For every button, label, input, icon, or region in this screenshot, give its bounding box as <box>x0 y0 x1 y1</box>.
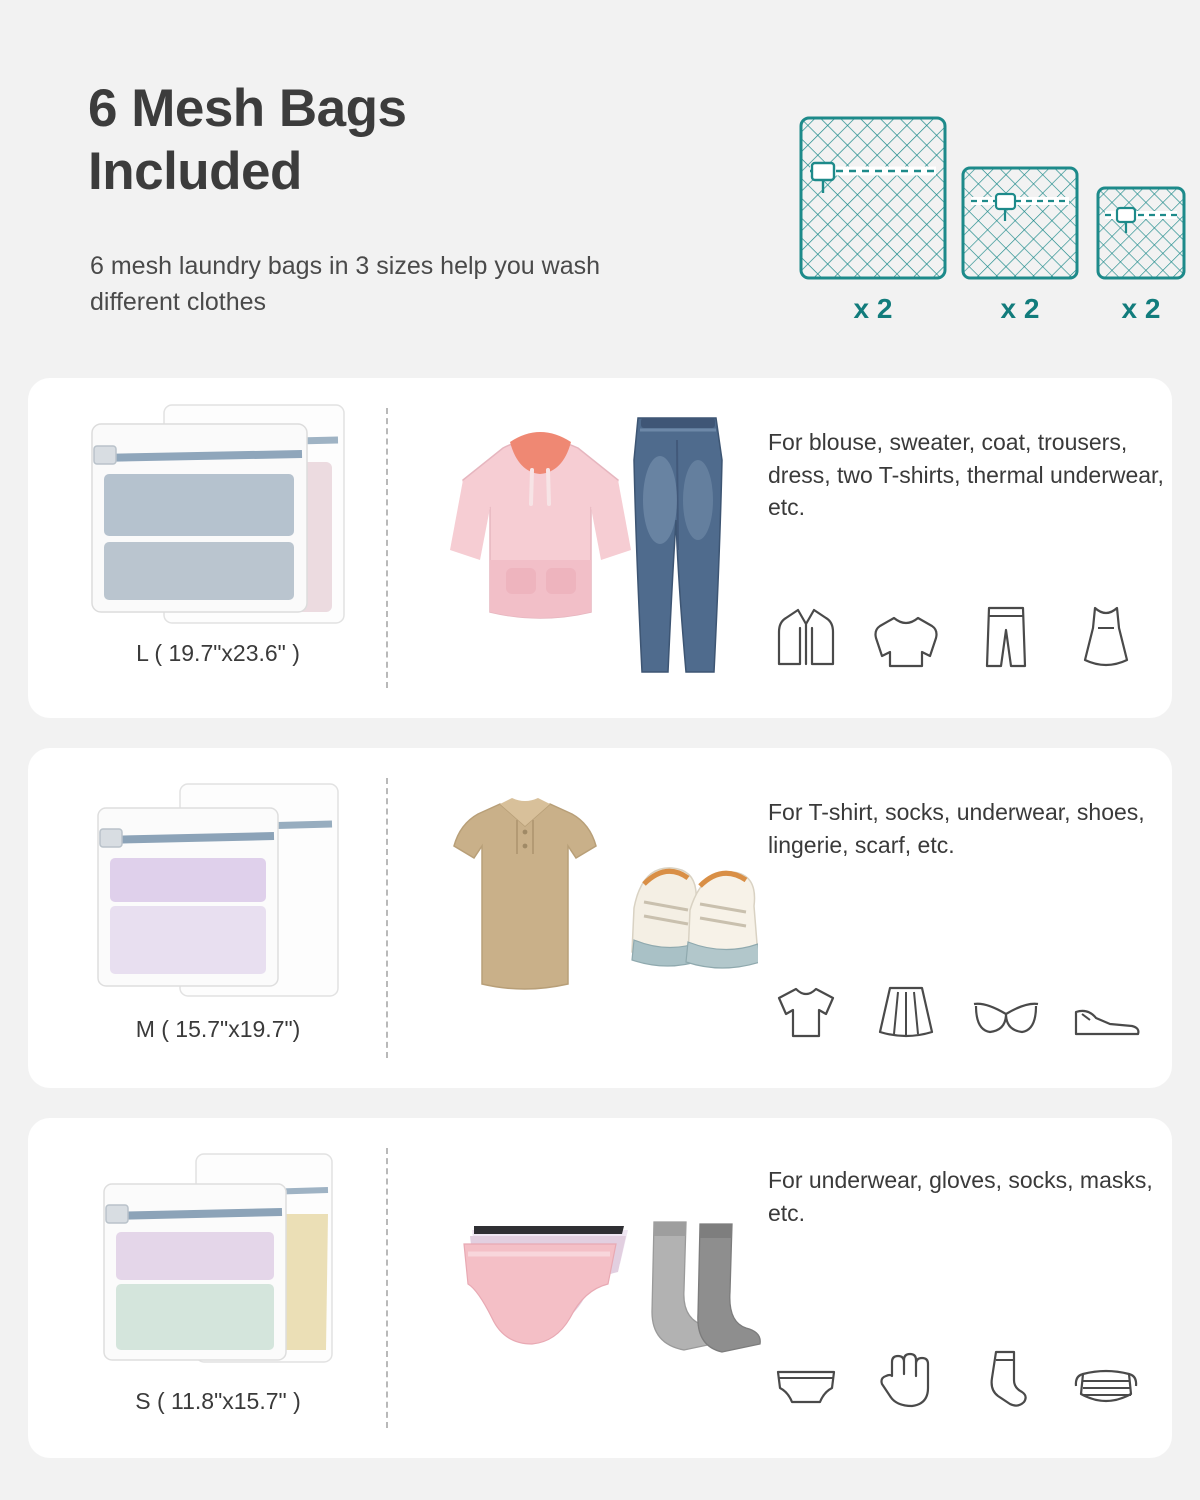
pink-hoodie-and-jeans-photo <box>428 400 748 690</box>
size-label-medium: M ( 15.7"x19.7") <box>135 1016 301 1042</box>
glove-icon <box>868 1340 944 1410</box>
medium-mesh-bags-photo <box>80 774 380 1004</box>
card-description-medium: For T-shirt, socks, underwear, shoes, lingerie, scarf, etc. <box>768 799 1145 858</box>
small-mesh-bags-photo <box>86 1146 386 1378</box>
bag-diagram-group <box>780 100 1180 340</box>
header <box>0 0 1200 370</box>
mask-icon <box>1068 1340 1144 1410</box>
card-divider <box>386 408 388 688</box>
icon-row-small <box>768 1330 1168 1410</box>
card-description-large: For blouse, sweater, coat, trousers, dress, two T-shirts, thermal underwear, etc. <box>768 429 1164 521</box>
tshirt-icon <box>768 970 844 1040</box>
size-label-small: S ( 11.8"x15.7" ) <box>135 1388 301 1414</box>
card-divider <box>386 1148 388 1428</box>
polo-shirt-and-sneakers-photo <box>438 780 758 1042</box>
size-card-large <box>28 378 1172 718</box>
large-bag-quantity: x 2 <box>853 293 893 324</box>
underwear-and-socks-photo <box>448 1208 768 1358</box>
small-mesh-bag-diagram <box>1095 185 1187 324</box>
trousers-icon <box>968 600 1044 670</box>
page-subtitle: 6 mesh laundry bags in 3 sizes help you wash different clothes <box>90 252 601 317</box>
jacket-icon <box>768 600 844 670</box>
card-divider <box>386 778 388 1058</box>
page-title <box>88 78 728 203</box>
sweater-icon <box>868 600 944 670</box>
dress-icon <box>1068 600 1144 670</box>
skirt-icon <box>868 970 944 1040</box>
card-description-small: For underwear, gloves, socks, masks, etc. <box>768 1167 1153 1226</box>
size-label-large: L ( 19.7"x23.6" ) <box>136 640 300 666</box>
size-card-small <box>28 1118 1172 1458</box>
medium-bag-quantity: x 2 <box>1000 293 1040 324</box>
large-mesh-bags-photo <box>74 400 374 632</box>
page-title-line1: 6 Mesh Bags <box>88 79 407 138</box>
page-title-line2: Included <box>88 141 302 201</box>
medium-mesh-bag-diagram <box>960 165 1080 324</box>
sock-icon <box>968 1340 1044 1410</box>
size-card-medium <box>28 748 1172 1088</box>
icon-row-medium <box>768 960 1168 1040</box>
icon-row-large <box>768 590 1168 670</box>
shoe-icon <box>1068 970 1144 1040</box>
small-bag-quantity: x 2 <box>1121 293 1161 324</box>
large-mesh-bag-diagram <box>798 115 948 324</box>
briefs-icon <box>768 1340 844 1410</box>
bra-icon <box>968 970 1044 1040</box>
